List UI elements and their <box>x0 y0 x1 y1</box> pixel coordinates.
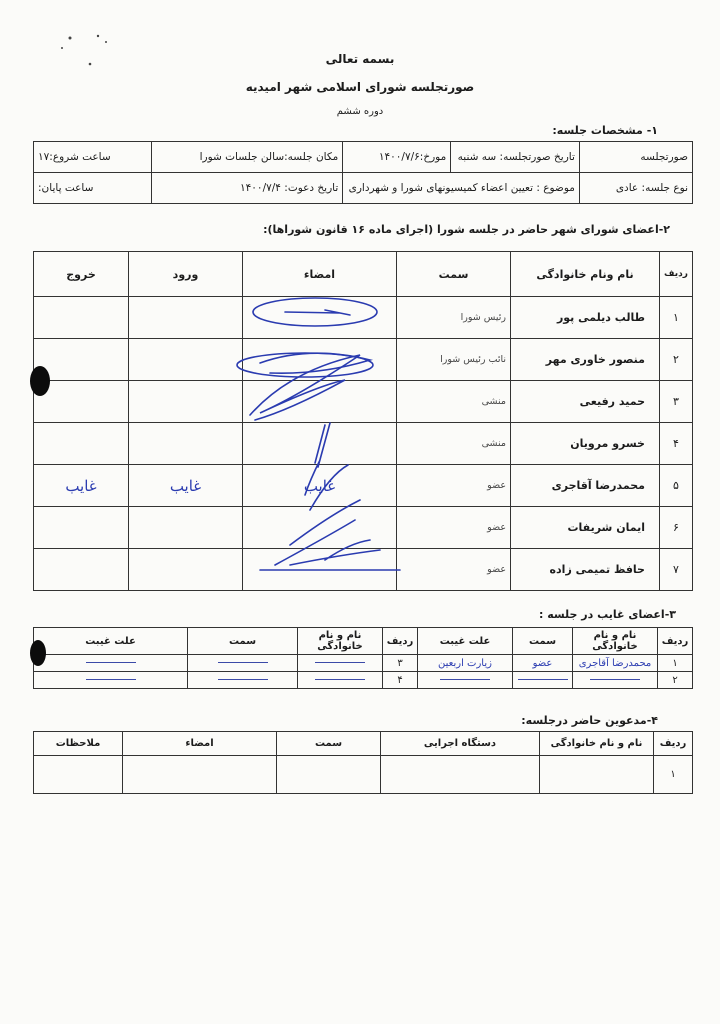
member-entry <box>129 297 243 339</box>
invitee-notes <box>34 756 123 794</box>
absent-mark-entry: غایب <box>129 465 243 507</box>
col-role: سمت <box>397 252 511 297</box>
col-name: نام ونام خانوادگی <box>511 252 660 297</box>
end-time: ساعت پایان: <box>34 173 152 204</box>
absent-name <box>573 672 658 689</box>
absentees-table <box>33 627 693 689</box>
member-role: عضو <box>397 465 511 507</box>
invitee-name <box>540 756 654 794</box>
member-num: ۳ <box>660 381 693 423</box>
meeting-topic: موضوع : تعیین اعضاء کمیسیونهای شورا و شهرداری <box>343 173 580 204</box>
header-bismillah: بسمه تعالی <box>325 52 395 66</box>
absent-reason: زیارت اربعین <box>418 655 513 672</box>
member-exit <box>34 507 129 549</box>
col-sign: امضاء <box>243 252 397 297</box>
absent-role-2 <box>188 672 298 689</box>
member-role: نائب رئیس شورا <box>397 339 511 381</box>
member-entry <box>129 507 243 549</box>
member-name: حمید رفیعی <box>511 381 660 423</box>
invitee-role <box>277 756 381 794</box>
col-exit: خروج <box>34 252 129 297</box>
minutes-date-label: تاریخ صورتجلسه: سه شنبه <box>451 142 580 173</box>
member-entry <box>129 339 243 381</box>
member-entry <box>129 423 243 465</box>
corner-smudge <box>50 30 130 70</box>
header-term: دوره ششم <box>336 106 384 117</box>
absent-name-2 <box>298 672 383 689</box>
absent-reason-2 <box>34 672 188 689</box>
member-name: ایمان شریفات <box>511 507 660 549</box>
member-entry <box>129 381 243 423</box>
col-row: ردیف <box>660 252 693 297</box>
member-role: رئیس شورا <box>397 297 511 339</box>
section2-title: ۲-اعضای شورای شهر حاضر در جلسه شورا (اجرای ماده ۱۶ قانون شوراها): <box>263 223 670 236</box>
member-exit <box>34 549 129 591</box>
col-role: سمت <box>277 732 381 756</box>
member-num: ۶ <box>660 507 693 549</box>
col-name: نام و نام خانوادگی <box>540 732 654 756</box>
table-row <box>34 655 693 672</box>
meeting-type: نوع جلسه: عادی <box>579 173 692 204</box>
col-row: ردیف <box>654 732 693 756</box>
table-row <box>34 756 693 794</box>
absent-mark-sign: غایب <box>243 465 397 507</box>
col-role: سمت <box>513 628 573 655</box>
absent-name: محمدرضا آقاجری <box>573 655 658 672</box>
col-row: ردیف <box>658 628 693 655</box>
member-exit <box>34 423 129 465</box>
absent-num-2: ۳ <box>383 655 418 672</box>
section1-title: ۱- مشخصات جلسه: <box>552 124 658 137</box>
absent-num: ۱ <box>658 655 693 672</box>
member-num: ۲ <box>660 339 693 381</box>
punch-hole-bottom <box>30 640 46 666</box>
member-num: ۵ <box>660 465 693 507</box>
invitee-num: ۱ <box>654 756 693 794</box>
punch-hole-top <box>30 366 50 396</box>
absent-mark-exit: غایب <box>34 465 129 507</box>
signatures-scribble <box>230 285 410 595</box>
absent-reason-2 <box>34 655 188 672</box>
member-name: منصور خاوری مهر <box>511 339 660 381</box>
member-num: ۱ <box>660 297 693 339</box>
member-role: عضو <box>397 549 511 591</box>
header-title: صورتجلسه شورای اسلامی شهر امیدیه <box>245 80 475 94</box>
invitee-org <box>381 756 540 794</box>
absent-reason <box>418 672 513 689</box>
member-name: حافظ تمیمی زاده <box>511 549 660 591</box>
member-entry <box>129 549 243 591</box>
col-org: دستگاه اجرایی <box>381 732 540 756</box>
absent-num: ۲ <box>658 672 693 689</box>
absent-role-2 <box>188 655 298 672</box>
col-reason-2: علت غیبت <box>34 628 188 655</box>
meeting-place: مکان جلسه:سالن جلسات شورا <box>152 142 343 173</box>
table-row <box>34 672 693 689</box>
invite-date: تاریخ دعوت: ۱۴۰۰/۷/۴ <box>152 173 343 204</box>
member-name: محمدرضا آقاجری <box>511 465 660 507</box>
member-name: خسرو مرویان <box>511 423 660 465</box>
member-name: طالب دیلمی پور <box>511 297 660 339</box>
col-name-2: نام و نام خانوادگی <box>298 628 383 655</box>
absent-name-2 <box>298 655 383 672</box>
col-reason: علت غیبت <box>418 628 513 655</box>
invitee-sign <box>123 756 277 794</box>
member-role: منشی <box>397 423 511 465</box>
start-time: ساعت شروع:۱۷ <box>34 142 152 173</box>
meeting-info-table <box>33 141 693 204</box>
member-exit <box>34 297 129 339</box>
col-name: نام و نام خانوادگی <box>573 628 658 655</box>
col-notes: ملاحظات <box>34 732 123 756</box>
section3-title: ۳-اعضای غایب در جلسه : <box>538 608 676 621</box>
member-role: عضو <box>397 507 511 549</box>
section4-title: ۴-مدعوین حاضر درجلسه: <box>521 714 658 727</box>
absent-role <box>513 672 573 689</box>
member-num: ۴ <box>660 423 693 465</box>
col-sign: امضاء <box>123 732 277 756</box>
doc-type-cell: صورتجلسه <box>579 142 692 173</box>
minutes-date-value: مورخ:۱۴۰۰/۷/۶ <box>343 142 451 173</box>
absent-num-2: ۴ <box>383 672 418 689</box>
member-num: ۷ <box>660 549 693 591</box>
col-role-2: سمت <box>188 628 298 655</box>
col-entry: ورود <box>129 252 243 297</box>
member-role: منشی <box>397 381 511 423</box>
absent-role: عضو <box>513 655 573 672</box>
invitees-table <box>33 731 693 794</box>
col-row-2: ردیف <box>383 628 418 655</box>
